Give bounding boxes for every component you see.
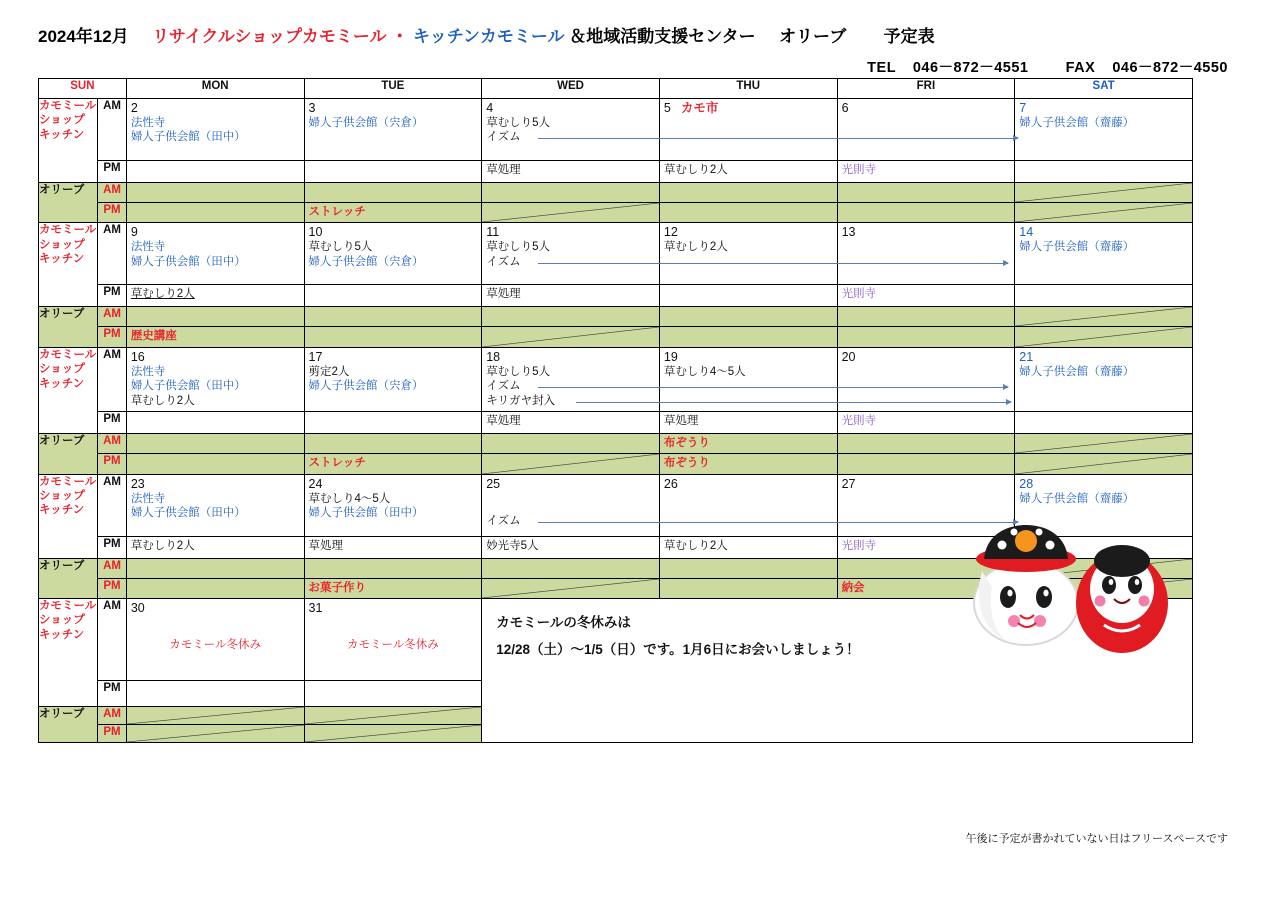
winter-notice-panel bbox=[482, 599, 1193, 743]
schedule-table bbox=[38, 78, 1193, 743]
row-label-kamomile bbox=[39, 223, 98, 307]
contact-info bbox=[867, 56, 1228, 77]
cell-olive-unused bbox=[482, 327, 660, 347]
event: 草処理 bbox=[486, 288, 521, 301]
cell-pm bbox=[482, 285, 660, 307]
ampm-am: AM bbox=[98, 433, 127, 453]
cell-day-7 bbox=[1015, 99, 1193, 161]
cell-olive-unused bbox=[304, 725, 482, 743]
cell-pm bbox=[659, 411, 837, 433]
event: お菓子作り bbox=[308, 581, 366, 594]
table-row-olive bbox=[39, 203, 1193, 223]
event: 草むしり2人 bbox=[130, 394, 195, 407]
label-line-1: カモミール bbox=[39, 224, 97, 237]
event: 婦人子供会館（齋藤） bbox=[1019, 117, 1135, 129]
table-row bbox=[39, 99, 1193, 161]
cell-day-23 bbox=[126, 474, 304, 536]
header-sat: SAT bbox=[1015, 79, 1193, 99]
winter-break-note: カモミール冬休み bbox=[346, 639, 439, 651]
cell-pm bbox=[1015, 411, 1193, 433]
header-wed: WED bbox=[482, 79, 660, 99]
cell-pm bbox=[837, 411, 1015, 433]
title-amp: ＆地域活動支援センター bbox=[569, 27, 756, 46]
table-row bbox=[39, 347, 1193, 411]
day-number: 21 bbox=[1019, 349, 1034, 364]
cell-olive-unused bbox=[482, 454, 660, 474]
event: 草処理 bbox=[486, 414, 521, 427]
row-label-olive: オリーブ bbox=[39, 707, 98, 743]
cell-pm bbox=[482, 536, 660, 558]
cell-olive bbox=[837, 203, 1015, 223]
event: 婦人子供会館（田中） bbox=[308, 507, 424, 519]
cell-pm bbox=[837, 285, 1015, 307]
day-number: 6 bbox=[841, 101, 849, 115]
ampm-pm: PM bbox=[98, 681, 127, 707]
header-fri: FRI bbox=[837, 79, 1015, 99]
event-text: イズム bbox=[486, 514, 521, 527]
row-label-olive: オリーブ bbox=[39, 183, 98, 223]
event: 法性寺 bbox=[130, 241, 166, 254]
label-line-1: カモミール bbox=[39, 100, 97, 112]
event: ストレッチ bbox=[308, 206, 366, 218]
cell-pm bbox=[482, 161, 660, 183]
cell-day-31 bbox=[304, 599, 482, 681]
header-tue: TUE bbox=[304, 79, 482, 99]
cell-olive bbox=[126, 433, 304, 453]
day-number: 30 bbox=[130, 601, 145, 615]
ampm-pm: PM bbox=[98, 327, 127, 347]
special-event: カモ市 bbox=[680, 101, 719, 115]
header-sun: SUN bbox=[39, 79, 127, 99]
cell-olive bbox=[304, 183, 482, 203]
day-number: 2 bbox=[130, 101, 138, 115]
label-line-2: ショップ bbox=[39, 614, 85, 627]
event: 草処理 bbox=[486, 164, 521, 176]
cell-day-6 bbox=[837, 99, 1015, 161]
fax-number: 046－872－4550 bbox=[1112, 60, 1228, 76]
event bbox=[486, 379, 655, 393]
cell-olive bbox=[304, 558, 482, 578]
event: 草むしり4～5人 bbox=[663, 365, 746, 378]
event: 草むしり2人 bbox=[663, 164, 728, 176]
ampm-am: AM bbox=[98, 707, 127, 725]
cell-day-10 bbox=[304, 223, 482, 285]
cell-olive-unused bbox=[1015, 327, 1193, 347]
cell-olive bbox=[126, 183, 304, 203]
cell-pm bbox=[304, 536, 482, 558]
event: 光則寺 bbox=[841, 539, 877, 552]
ampm-am: AM bbox=[98, 99, 127, 161]
day-number: 23 bbox=[130, 476, 145, 491]
cell-pm bbox=[126, 411, 304, 433]
day-number: 10 bbox=[308, 225, 323, 240]
cell-olive bbox=[304, 433, 482, 453]
title-dot: ・ bbox=[391, 27, 409, 46]
ampm-pm: PM bbox=[98, 203, 127, 223]
cell-olive bbox=[659, 558, 837, 578]
title-org3: オリーブ bbox=[779, 27, 847, 46]
cell-day-13 bbox=[837, 223, 1015, 285]
cell-olive bbox=[659, 327, 837, 347]
event: 布ぞうり bbox=[663, 436, 710, 449]
event: 草むしり5人 bbox=[486, 117, 551, 129]
event: 光則寺 bbox=[841, 164, 877, 176]
event: 草処理 bbox=[663, 414, 699, 427]
row-label-kamomile bbox=[39, 99, 98, 183]
event: 草むしり4～5人 bbox=[308, 492, 391, 505]
cell-olive-unused bbox=[1015, 307, 1193, 327]
day-number: 9 bbox=[130, 225, 138, 240]
label-line-1: カモミール bbox=[39, 600, 97, 612]
day-number: 3 bbox=[308, 101, 316, 115]
table-row-olive bbox=[39, 454, 1193, 474]
cell-olive bbox=[304, 307, 482, 327]
label-line-1: カモミール bbox=[39, 348, 97, 361]
table-row-olive bbox=[39, 327, 1193, 347]
event: 妙光寺5人 bbox=[486, 539, 539, 552]
event-text: イズム bbox=[486, 380, 521, 393]
event: 法性寺 bbox=[130, 117, 166, 129]
cell-day-20 bbox=[837, 347, 1015, 411]
ampm-pm: PM bbox=[98, 285, 127, 307]
cell-pm bbox=[482, 411, 660, 433]
table-row bbox=[39, 411, 1193, 433]
cell-olive bbox=[837, 433, 1015, 453]
table-header-row bbox=[39, 79, 1193, 99]
cell-day-3 bbox=[304, 99, 482, 161]
day-number: 14 bbox=[1019, 225, 1034, 240]
row-label-olive: オリーブ bbox=[39, 307, 98, 347]
cell-olive-unused bbox=[1015, 454, 1193, 474]
page-title bbox=[38, 22, 1228, 47]
cell-day-16 bbox=[126, 347, 304, 411]
cell-olive bbox=[482, 433, 660, 453]
cell-olive-unused bbox=[1015, 183, 1193, 203]
label-line-2: ショップ bbox=[39, 363, 85, 376]
event: 草むしり2人 bbox=[130, 539, 195, 552]
cell-olive-unused bbox=[126, 725, 304, 743]
cell-olive bbox=[304, 327, 482, 347]
cell-day-30 bbox=[126, 599, 304, 681]
event: 法性寺 bbox=[130, 365, 166, 378]
title-month: 2024年12月 bbox=[38, 27, 129, 46]
event: 納会 bbox=[841, 581, 865, 594]
event bbox=[486, 130, 655, 144]
event-text: イズム bbox=[486, 255, 521, 268]
cell-pm bbox=[304, 285, 482, 307]
event: 婦人子供会館（田中） bbox=[130, 380, 246, 393]
label-line-2: ショップ bbox=[39, 490, 85, 502]
cell-olive bbox=[482, 183, 660, 203]
cell-day-26 bbox=[659, 474, 837, 536]
footnote: 午後に予定が書かれていない日はフリースペースです bbox=[965, 833, 1228, 845]
header-thu: THU bbox=[659, 79, 837, 99]
table-row bbox=[39, 285, 1193, 307]
cell-day-5 bbox=[659, 99, 837, 161]
event: 婦人子供会館（齋藤） bbox=[1019, 365, 1135, 378]
ampm-pm: PM bbox=[98, 411, 127, 433]
cell-olive bbox=[304, 454, 482, 474]
ampm-pm: PM bbox=[98, 161, 127, 183]
cell-olive bbox=[126, 307, 304, 327]
cell-olive bbox=[126, 327, 304, 347]
cell-pm bbox=[659, 536, 837, 558]
winter-break-note: カモミール冬休み bbox=[169, 639, 262, 651]
fax-label: FAX bbox=[1065, 60, 1096, 76]
ampm-pm: PM bbox=[98, 454, 127, 474]
day-number bbox=[664, 101, 833, 116]
day-number-text: 5 bbox=[663, 101, 671, 115]
cell-day-11 bbox=[482, 223, 660, 285]
cell-olive bbox=[837, 454, 1015, 474]
cell-pm bbox=[126, 285, 304, 307]
cell-olive bbox=[659, 183, 837, 203]
event: 婦人子供会館（齋藤） bbox=[1019, 492, 1135, 505]
cell-olive bbox=[659, 454, 837, 474]
ampm-am: AM bbox=[98, 183, 127, 203]
day-number: 12 bbox=[663, 225, 678, 240]
label-line-3: キッチン bbox=[39, 377, 85, 390]
row-label-kamomile bbox=[39, 474, 98, 558]
event: 草むしり2人 bbox=[130, 288, 195, 301]
event: 婦人子供会館（田中） bbox=[130, 131, 246, 144]
ampm-pm: PM bbox=[98, 578, 127, 598]
ampm-am: AM bbox=[98, 558, 127, 578]
cell-olive-unused bbox=[1015, 433, 1193, 453]
event: 草むしり2人 bbox=[663, 539, 728, 552]
row-label-kamomile bbox=[39, 599, 98, 707]
event bbox=[486, 514, 655, 528]
day-number: 24 bbox=[308, 476, 323, 491]
day-number: 13 bbox=[841, 225, 856, 240]
event: 婦人子供会館（田中） bbox=[130, 507, 246, 519]
cell-day-25 bbox=[482, 474, 660, 536]
cell-olive bbox=[126, 578, 304, 598]
title-org1: リサイクルショップカモミール bbox=[152, 27, 387, 46]
cell-olive bbox=[126, 203, 304, 223]
event: 婦人子供会館（宍倉） bbox=[308, 117, 424, 129]
cell-day-12 bbox=[659, 223, 837, 285]
day-number: 31 bbox=[308, 601, 323, 615]
cell-pm bbox=[659, 285, 837, 307]
cell-day-19 bbox=[659, 347, 837, 411]
cell-olive-unused bbox=[126, 707, 304, 725]
table-row bbox=[39, 161, 1193, 183]
table-row bbox=[39, 223, 1193, 285]
table-row bbox=[39, 599, 1193, 681]
day-number: 28 bbox=[1019, 476, 1034, 491]
table-row-olive bbox=[39, 307, 1193, 327]
tel-number: 046－872－4551 bbox=[912, 60, 1029, 76]
label-line-3: キッチン bbox=[39, 504, 85, 517]
event: 法性寺 bbox=[130, 492, 166, 505]
ampm-pm: PM bbox=[98, 536, 127, 558]
cell-day-2 bbox=[126, 99, 304, 161]
cell-olive bbox=[482, 307, 660, 327]
title-schedule-word: 予定表 bbox=[883, 27, 935, 46]
label-line-3: キッチン bbox=[39, 128, 85, 141]
cell-olive bbox=[659, 433, 837, 453]
cell-olive bbox=[837, 307, 1015, 327]
cell-olive bbox=[659, 307, 837, 327]
event-text: イズム bbox=[486, 131, 521, 144]
cell-day-9 bbox=[126, 223, 304, 285]
ampm-am: AM bbox=[98, 223, 127, 285]
cell-pm bbox=[304, 411, 482, 433]
day-number: 27 bbox=[841, 476, 856, 491]
day-number: 4 bbox=[486, 101, 494, 115]
label-line-3: キッチン bbox=[39, 253, 85, 266]
cell-olive bbox=[126, 558, 304, 578]
cell-pm bbox=[659, 161, 837, 183]
ampm-am: AM bbox=[98, 474, 127, 536]
label-line-2: ショップ bbox=[39, 238, 85, 251]
title-org2: キッチンカモミール bbox=[413, 27, 565, 46]
event: ストレッチ bbox=[308, 457, 366, 470]
event: 布ぞうり bbox=[663, 457, 710, 470]
cell-day-18 bbox=[482, 347, 660, 411]
event: 婦人子供会館（宍倉） bbox=[308, 255, 424, 268]
day-number: 25 bbox=[486, 476, 501, 491]
label-line-1: カモミール bbox=[39, 475, 97, 488]
event: 光則寺 bbox=[841, 414, 877, 427]
table-row-olive bbox=[39, 183, 1193, 203]
cell-pm bbox=[837, 161, 1015, 183]
cell-day-21 bbox=[1015, 347, 1193, 411]
ampm-am: AM bbox=[98, 347, 127, 411]
event: 婦人子供会館（田中） bbox=[130, 255, 246, 268]
day-number: 11 bbox=[486, 225, 500, 240]
day-number: 17 bbox=[308, 349, 323, 364]
day-number: 7 bbox=[1019, 101, 1027, 115]
ampm-pm: PM bbox=[98, 725, 127, 743]
day-number: 20 bbox=[841, 349, 856, 364]
cell-olive bbox=[126, 454, 304, 474]
cell-pm bbox=[126, 681, 304, 707]
day-number: 16 bbox=[130, 349, 145, 364]
ampm-am: AM bbox=[98, 599, 127, 681]
event bbox=[486, 255, 655, 269]
cell-day-14 bbox=[1015, 223, 1193, 285]
event: 草処理 bbox=[308, 539, 343, 552]
event: 剪定2人 bbox=[308, 365, 350, 378]
row-label-kamomile bbox=[39, 347, 98, 433]
header-mon: MON bbox=[126, 79, 304, 99]
event-text: キリガヤ封入 bbox=[486, 394, 556, 407]
cell-olive bbox=[659, 578, 837, 598]
cell-olive bbox=[837, 183, 1015, 203]
cell-pm bbox=[126, 161, 304, 183]
cell-olive bbox=[659, 203, 837, 223]
cell-day-4 bbox=[482, 99, 660, 161]
label-line-3: キッチン bbox=[39, 628, 85, 641]
cell-olive bbox=[304, 578, 482, 598]
mascot-illustration bbox=[954, 511, 1184, 661]
row-label-olive: オリーブ bbox=[39, 558, 98, 598]
label-line-2: ショップ bbox=[39, 114, 85, 127]
event: 婦人子供会館（齋藤） bbox=[1019, 241, 1135, 254]
event bbox=[486, 394, 655, 408]
cell-olive-unused bbox=[482, 578, 660, 598]
cell-pm bbox=[126, 536, 304, 558]
cell-pm bbox=[304, 681, 482, 707]
winter-notice-line1: カモミールの冬休みは bbox=[496, 615, 631, 630]
day-number: 19 bbox=[663, 349, 678, 364]
cell-pm bbox=[1015, 285, 1193, 307]
event: 草むしり5人 bbox=[308, 241, 373, 254]
cell-olive bbox=[837, 327, 1015, 347]
cell-olive-unused bbox=[1015, 203, 1193, 223]
cell-olive-unused bbox=[304, 707, 482, 725]
winter-notice-line2: 12/28（土）〜1/5（日）です。1月6日にお会いしましょう！ bbox=[496, 642, 860, 657]
cell-pm bbox=[304, 161, 482, 183]
event: 光則寺 bbox=[841, 288, 877, 301]
event: 歴史講座 bbox=[130, 330, 177, 343]
event: 草むしり5人 bbox=[486, 365, 551, 378]
cell-olive bbox=[304, 203, 482, 223]
day-number: 18 bbox=[486, 349, 501, 364]
event: 草むしり2人 bbox=[663, 241, 728, 254]
cell-olive-unused bbox=[482, 203, 660, 223]
cell-day-24 bbox=[304, 474, 482, 536]
event: 草むしり5人 bbox=[486, 241, 551, 254]
row-label-olive: オリーブ bbox=[39, 433, 98, 474]
tel-label: TEL bbox=[867, 60, 896, 76]
day-number: 26 bbox=[663, 476, 678, 491]
cell-day-17 bbox=[304, 347, 482, 411]
cell-pm bbox=[1015, 161, 1193, 183]
table-row-olive bbox=[39, 433, 1193, 453]
ampm-am: AM bbox=[98, 307, 127, 327]
event: 婦人子供会館（宍倉） bbox=[308, 380, 424, 393]
cell-olive bbox=[482, 558, 660, 578]
